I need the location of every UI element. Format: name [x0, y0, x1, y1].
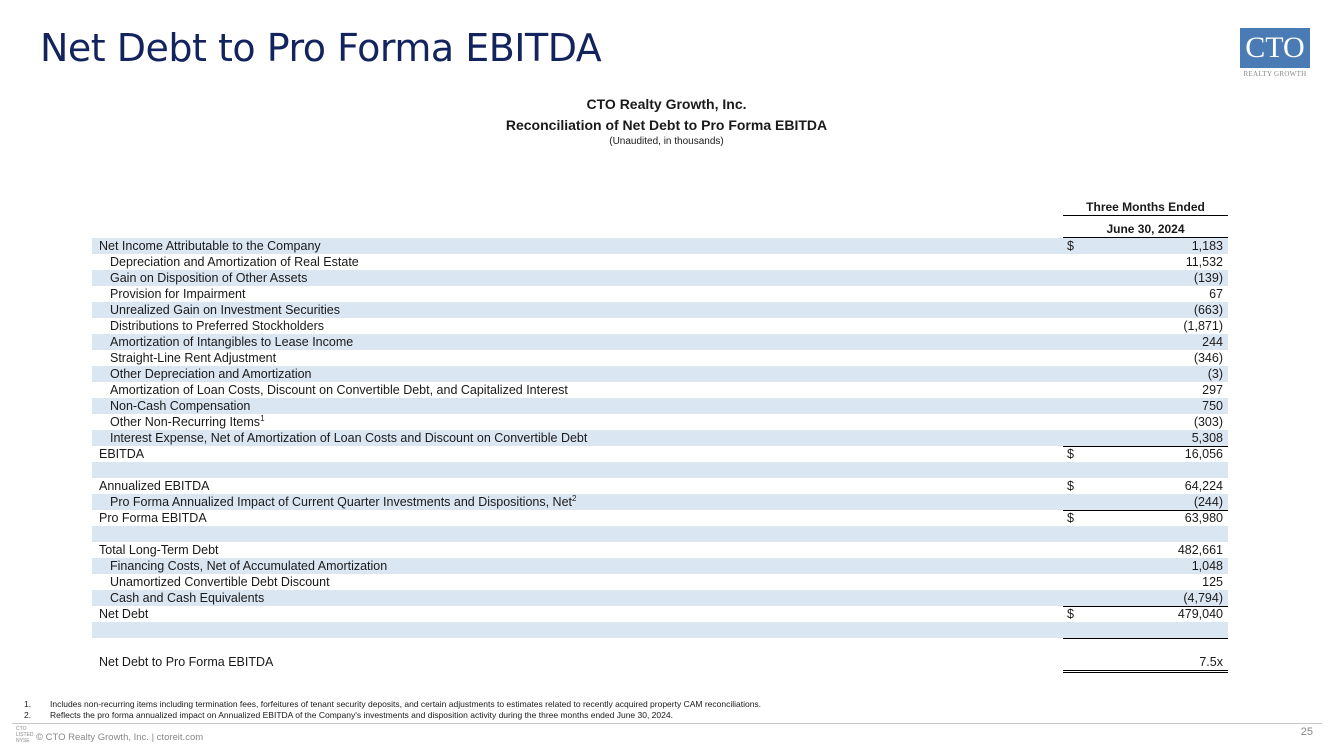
dollar-sign: $: [1067, 607, 1074, 621]
row-value: 482,661: [1177, 543, 1223, 557]
row-label: Annualized EBITDA: [99, 479, 210, 493]
dollar-sign: $: [1067, 447, 1074, 461]
table-row-spacer: [92, 526, 1228, 542]
row-label: Non-Cash Compensation: [110, 399, 251, 413]
row-label: Distributions to Preferred Stockholders: [110, 319, 324, 333]
table-row: [92, 286, 1228, 302]
logo-mark: CTO: [1240, 28, 1310, 68]
row-label: Net Debt to Pro Forma EBITDA: [99, 655, 274, 669]
row-label: Straight-Line Rent Adjustment: [110, 351, 277, 365]
footnote-number: 1.: [24, 699, 32, 709]
table-row: [92, 398, 1228, 414]
row-label: Unamortized Convertible Debt Discount: [110, 575, 330, 589]
footnote-number: 2.: [24, 710, 32, 720]
row-value: (3): [1207, 367, 1223, 381]
total-rule: [1063, 638, 1228, 639]
row-value: 64,224: [1184, 479, 1223, 493]
table-row-total: [92, 510, 1228, 526]
row-label: Net Debt: [99, 607, 149, 621]
row-label: Amortization of Intangibles to Lease Income: [110, 335, 354, 349]
footnote: [24, 699, 761, 710]
table-row: [92, 590, 1228, 606]
reconciliation-table: [92, 238, 1228, 670]
table-row: [92, 366, 1228, 382]
row-value: 5,308: [1191, 431, 1223, 445]
row-label: Depreciation and Amortization of Real Estate: [110, 255, 359, 269]
dollar-sign: $: [1067, 511, 1074, 525]
row-value: 7.5x: [1199, 655, 1223, 669]
row-label: Net Income Attributable to the Company: [99, 239, 321, 253]
table-row: [92, 430, 1228, 446]
footer-divider: [12, 723, 1322, 724]
table-row-total: [92, 654, 1228, 670]
row-value: 479,040: [1177, 607, 1223, 621]
table-row: [92, 542, 1228, 558]
row-label-text: Pro Forma Annualized Impact of Current Quarter Investments and Dispositions, Net: [110, 495, 573, 509]
table-row-spacer: [92, 622, 1228, 638]
row-value: 244: [1202, 335, 1223, 349]
row-label: EBITDA: [99, 447, 145, 461]
table-row: [92, 414, 1228, 430]
table-row-spacer: [92, 462, 1228, 478]
row-label: Other Depreciation and Amortization: [110, 367, 312, 381]
table-row: [92, 302, 1228, 318]
row-label: Provision for Impairment: [110, 287, 246, 301]
row-value: 1,048: [1191, 559, 1223, 573]
row-value: (1,871): [1183, 319, 1223, 333]
row-label-text: Other Non-Recurring Items: [110, 415, 261, 429]
table-row: [92, 238, 1228, 254]
row-label: [110, 414, 265, 430]
row-value: (663): [1193, 303, 1223, 317]
row-value: (346): [1193, 351, 1223, 365]
row-label: Interest Expense, Net of Amortization of Loan Costs and Discount on Convertible Debt: [110, 431, 588, 445]
row-label: Unrealized Gain on Investment Securities: [110, 303, 340, 317]
page-number: 25: [1300, 726, 1313, 738]
row-value: 750: [1202, 399, 1223, 413]
table-row: [92, 270, 1228, 286]
table-row: [92, 494, 1228, 510]
row-value: 16,056: [1184, 447, 1223, 461]
row-label: Gain on Disposition of Other Assets: [110, 271, 308, 285]
row-value: 297: [1202, 383, 1223, 397]
footer-mark-line: LISTED: [16, 732, 34, 738]
table-row-total: [92, 446, 1228, 462]
company-logo: [1240, 28, 1310, 78]
footnote-text: Includes non-recurring items including termination fees, forfeitures of tenant security deposits, and certain adjustments to estimates related to recently acquired property CAM reconciliations.: [50, 699, 762, 709]
footer-copyright: © CTO Realty Growth, Inc. | ctoreit.com: [36, 732, 204, 743]
nyse-listed-mark: [16, 726, 34, 744]
row-label: Total Long-Term Debt: [99, 543, 219, 557]
row-value: (244): [1193, 495, 1223, 509]
row-value: 11,532: [1185, 255, 1223, 269]
table-row-spacer: [92, 638, 1228, 654]
dollar-sign: $: [1067, 239, 1074, 253]
report-company: CTO Realty Growth, Inc.: [586, 96, 747, 112]
row-label: Financing Costs, Net of Accumulated Amortization: [110, 559, 388, 573]
row-value: 125: [1202, 575, 1223, 589]
table-row: [92, 382, 1228, 398]
column-header-period: Three Months Ended: [1063, 200, 1228, 216]
footnote: [24, 710, 761, 721]
footnotes: [24, 699, 761, 721]
dollar-sign: $: [1067, 479, 1074, 493]
table-row: [92, 318, 1228, 334]
table-row-total: [92, 606, 1228, 622]
table-row: [92, 334, 1228, 350]
table-row: [92, 574, 1228, 590]
row-value: (4,794): [1183, 591, 1223, 605]
logo-subtext: REALTY GROWTH: [1243, 70, 1307, 78]
page-title: Net Debt to Pro Forma EBITDA: [40, 26, 602, 70]
report-subtitle: (Unaudited, in thousands): [609, 136, 724, 147]
table-row: [92, 558, 1228, 574]
row-value: (139): [1193, 271, 1223, 285]
row-value: (303): [1193, 415, 1223, 429]
row-label: Cash and Cash Equivalents: [110, 591, 265, 605]
footer-mark-line: NYSE: [16, 738, 30, 744]
footer-mark-line: CTO: [16, 726, 27, 732]
row-label: Amortization of Loan Costs, Discount on Convertible Debt, and Capitalized Interest: [110, 383, 568, 397]
row-value: 1,183: [1191, 239, 1223, 253]
footnote-text: Reflects the pro forma annualized impact on Annualized EBITDA of the Company's investments and disposition activity during the three months ended June 30, 2024.: [50, 710, 673, 720]
table-row: [92, 478, 1228, 494]
table-row: [92, 350, 1228, 366]
table-row: [92, 254, 1228, 270]
row-value: 67: [1209, 287, 1223, 301]
column-header-date: June 30, 2024: [1063, 222, 1228, 238]
report-title: Reconciliation of Net Debt to Pro Forma EBITDA: [505, 117, 828, 133]
row-value: 63,980: [1184, 511, 1223, 525]
row-label: Pro Forma EBITDA: [99, 511, 207, 525]
footnote-ref: 1: [260, 413, 265, 423]
footnote-ref: 2: [572, 493, 577, 503]
row-label: [110, 494, 576, 510]
